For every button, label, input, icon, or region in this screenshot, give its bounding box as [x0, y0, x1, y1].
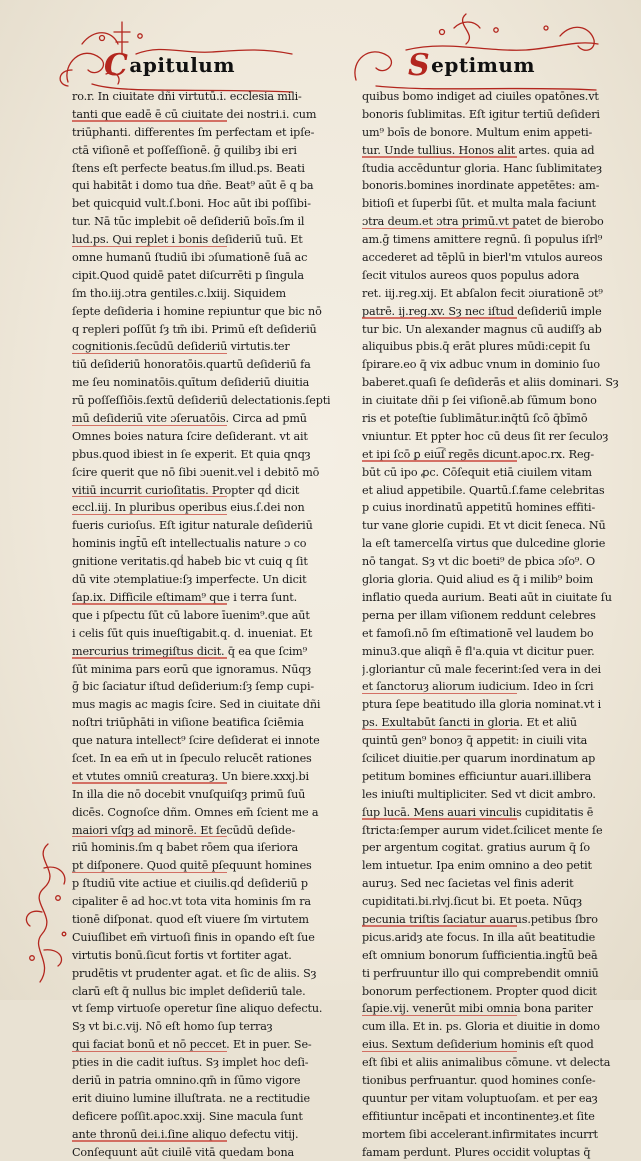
text-line: tionibus perfruantur. quod homines conſe- — [362, 1073, 596, 1087]
text-line: ſpirare.eo q̄ vix adbuc vnum in dominio ſuo — [362, 358, 601, 372]
text-line: mū deſideriū vite ɔſeruatōis. Circa ad pmū — [72, 410, 330, 428]
text-line: quintū gen⁹ bonoȝ q̄ appetit: in ciuili vita — [362, 734, 588, 748]
text-line: erit diuino lumine illuſtrata. ne a rectitudie — [72, 1091, 310, 1105]
left-text-column — [72, 88, 330, 1161]
text-line: les iniuſti multipliciter. Sed vt dicit ambro. — [362, 786, 620, 804]
text-line: cupiditati.bi.rlvj.ſicut bi. Et poeta. Nūqȝ — [362, 895, 582, 909]
text-line: vniuntur. Et ppter hoc cū deus ſit rer ſeculoȝ — [362, 428, 620, 446]
text-line: in ciuitate dñi p ſei viſionē.ab ſūmum bono — [362, 394, 597, 408]
text-line: am.ḡ timens amittere regnū. ſi populus iſrl⁹ — [362, 233, 603, 247]
text-line: mercurius trimegiſtus dicit. q̄ ea que ſcim⁹ — [72, 643, 330, 661]
text-line: vitiū incurrit curioſitatis. Propter qḋ dicit — [72, 482, 330, 500]
text-line: ret. iij.reg.xij. Et abſalon fecit ɔiurationē ɔt⁹ — [362, 286, 603, 300]
text-line: bonoris.bomines inordinate appetētes: am- — [362, 177, 620, 195]
text-line: ſcilicet diuitie.per quarum inordinatum ap — [362, 751, 596, 765]
text-line: accederet ad tēplū in bierl'm vıtulos aureos — [362, 251, 603, 265]
text-line: pecunia triſtis ſaciatur auarus.petibus ſbro — [362, 911, 620, 929]
text-line: minu3.que aliqñ ē fl'a.quia vt dicitur puer. — [362, 644, 595, 658]
text-line: p cuius inordinatū appetitū homines effiti- — [362, 501, 596, 515]
text-line: ſtudia accēduntur gloria. Hanc ſublimitateȝ — [362, 161, 602, 175]
text-line: la eſt tamercelſa virtus que dulcedine glorie — [362, 535, 620, 553]
text-line: patrē. ij.reg.xv. Sȝ nec iſtud deſideriū imple — [362, 303, 620, 321]
right-text-column — [362, 88, 620, 1161]
text-line: dū vite ɔtemplatiue:ſȝ imperfecte. Un dicit — [72, 571, 330, 589]
text-line: p ſtudiū vite actiue et ciuilis.qḋ deſideriū p — [72, 875, 330, 893]
text-line: tanti que eadē ē cū ciuitate dei nostri.i. cum — [72, 106, 330, 124]
text-line: ctā viſionē et poſſeſſionē. ḡ quilibȝ ibi eri — [72, 143, 297, 157]
text-line: et ſanctoruȝ aliorum iudicium. Ideo in ſcri — [362, 678, 620, 696]
text-line: petitum bomines efficiuntur auari.illibera — [362, 769, 592, 783]
text-line: lud.ps. Qui replet i bonis deſideriū tuū. Et — [72, 231, 330, 249]
text-line: pbus.quod ibiest in ſe experit. Et quia qnqȝ — [72, 446, 330, 464]
text-line: rū poſſeſſiōis.ſextū deſideriū delectationis.ſepti — [72, 394, 330, 408]
text-line: vt ſemp virtuoſe operetur ſine aliquo defectu. — [72, 1002, 323, 1016]
heading-initial-left: C — [104, 47, 129, 83]
text-line: per argentum cogitat. gratius aurum q̄ ſo — [362, 841, 591, 855]
text-line: virtutis bonū.ſicut fortis vt fortiter agat. — [72, 948, 292, 962]
text-line: gnitione veritatis.qḋ habeb bic vt cuiq q ſit — [72, 555, 308, 569]
heading-text-left: apitulum — [129, 53, 236, 77]
text-line: ḡ bic ſaciatur iſtud deſiderium:ſȝ ſemp cupi- — [72, 680, 314, 694]
text-line: bonoris ſublimitas. Eſt igitur tertiū deſideri — [362, 107, 600, 121]
text-line: quibus bomo indiget ad ciuiles opatōnes.vt — [362, 90, 599, 103]
text-line: Cuiuſlibet em̄ virtuoſi finis in opando eſt ſue — [72, 930, 315, 944]
text-line: ſtricta:ſemper aurum videt.ſcilicet mente ſe — [362, 823, 603, 837]
text-line: ſūt minima pars eorū que ignoramus. Nūqȝ — [72, 661, 330, 679]
text-line: que natura intellect⁹ ſcire deſiderat ei innote — [72, 734, 320, 748]
text-line: q repleri poſſūt ſȝ tm̄ ibi. Primū eſt deſideriū — [72, 321, 330, 339]
text-line: aliquibus pbis.q̄ erāt plures mūdi:cepit ſu — [362, 340, 591, 354]
text-line: Sȝ vt bi.c.vij. Nō eſt homo ſup terraȝ — [72, 1018, 330, 1036]
text-line: qui habitāt i domo tua dñe. Beat⁹ aūt ē q ba — [72, 179, 314, 193]
text-line: ante thronū dei.i.ſine aliquo defectu vitij. — [72, 1126, 330, 1144]
text-line: In illa die nō docebit vnuſquiſqȝ primū ſuū — [72, 787, 306, 801]
text-line: ps. Exultabūt ſancti in gloria. Et et aliū — [362, 714, 620, 732]
text-line: Conſequunt aūt ciuilē vitā quedam bona — [72, 1144, 330, 1161]
text-line: omne humanū ſtudiū ibi ɔſumationē ſuā ac — [72, 251, 308, 265]
text-line: būt cū ipo ꝓc. Cōſequit etiā ciuilem vitam — [362, 464, 620, 482]
text-line: eſt ſibi et aliis animalibus cōmune. vt delecta — [362, 1056, 611, 1070]
text-line: ro.r. In ciuitate dñi virtutū.i. ecclesia mili- — [72, 90, 302, 103]
text-line: bitioſi et ſuperbi ſūt. et multa mala faciunt — [362, 197, 596, 211]
text-line: deriū in patria omnino.qm̄ in ſūmo vigore — [72, 1073, 301, 1087]
heading-text-right: eptimum — [431, 53, 536, 77]
text-line: cognitionis.ſecūdū deſideriū virtutis.ter — [72, 338, 330, 356]
text-line: fueris curioſus. Eſt igitur naturale deſideriū — [72, 519, 313, 533]
text-line: picus.aridȝ ate focus. In illa aūt beatitudie — [362, 930, 596, 944]
text-line: eccl.iij. In pluribus operibus eius.ſ.dei non — [72, 499, 330, 517]
text-line: ſapie.vij. venerūt mibi omnia bona pariter — [362, 1000, 620, 1018]
text-line: eſt omnium bonorum ſufficientia.ingt̄ū beā — [362, 948, 598, 962]
text-line: i celis ſūt quis inueſtigabit.q. d. inueniat. Et — [72, 626, 313, 640]
chapter-heading-right — [408, 48, 535, 82]
text-line: me ſeu nominatōis.quītum deſideriū diuitia — [72, 376, 310, 390]
text-line: nō tangat. Sȝ vt dic boeti⁹ de pbica ɔſo⁹. O — [362, 555, 595, 569]
text-line: pt diſponere. Quod quitē pſequunt homines — [72, 857, 330, 875]
text-line: quuntur per vitam voluptuoſam. et per eaȝ — [362, 1091, 598, 1105]
text-line: effitiuntur incēpati et incontinenteȝ.et ſite — [362, 1109, 595, 1123]
text-line: auruȝ. Sed nec ſacietas vel finis aderit — [362, 877, 574, 891]
text-line: et famoſi.nō ſm eſtimationē vel laudem bo — [362, 626, 594, 640]
text-line: cipaliter ē ad hoc.vt tota vita hominis ſm ra — [72, 895, 311, 909]
text-line: prudētis vt prudenter agat. et ſic de aliis. Sȝ — [72, 966, 317, 980]
text-line: qui faciat bonū et nō peccet. Et in puer. Se- — [72, 1036, 330, 1054]
text-line: et vtutes omniū creaturaȝ. Un biere.xxxj.bi — [72, 768, 330, 786]
margin-flourish — [18, 838, 78, 988]
text-line: ſcire querit que nō ſibi ɔuenit.vel i debitō mō — [72, 465, 320, 479]
text-line: clarū eſt q̄ nullus bic implet deſideriū tale. — [72, 984, 306, 998]
text-line: mus magis ac magis ſcire. Sed in ciuitate dñi — [72, 696, 330, 714]
text-line: um⁹ boīs de bonore. Multum enim appeti- — [362, 125, 593, 139]
text-line: lem intuetur. Ipa enim omnino a deo petit — [362, 859, 592, 873]
text-line: deficere poſſit.apoc.xxij. Sine macula ſunt — [72, 1108, 330, 1126]
text-line: ſepte deſideria i homine repiuntur que bic nō — [72, 304, 322, 318]
text-line: et ipi ſcō ꝑ eiu͡ſ regēs dicunt.apoc.rx. Reg- — [362, 446, 620, 464]
text-line: bonorum perfectionem. Propter quod dicit — [362, 984, 597, 998]
text-line: tur. Nā tūc implebit oē deſideriū boīs.ſm il — [72, 215, 305, 229]
text-line: et aliud appetibile. Quartū.ſ.fame celebritas — [362, 482, 620, 500]
text-line: Omnes boies natura ſcire deſiderant. vt ait — [72, 429, 308, 443]
text-line: hominis ingt̄ū eſt intellectualis nature ɔ co — [72, 537, 307, 551]
text-line: mortem ſibi accelerant.infirmitates incurrt — [362, 1127, 598, 1141]
text-line: perna per illam viſionem reddunt celebres — [362, 607, 620, 625]
text-line: riū hominis.ſm q babet rōem qua iſeriora — [72, 841, 299, 855]
text-line: famam perdunt. Plures occidit voluptas q̄ — [362, 1145, 591, 1159]
text-line: cum illa. Et in. ps. Gloria et diuitie in domo — [362, 1020, 600, 1034]
text-line: ris et poteſtie ſublimātur.inq̄tū ſcō q̄bīmō — [362, 412, 588, 426]
text-line: j.gloriantur cū male fecerint:ſed vera in dei — [362, 662, 601, 676]
text-line: ſap.ix. Difficile eſtimam⁹ que i terra ſunt. — [72, 589, 330, 607]
chapter-heading-left — [104, 48, 235, 82]
text-line: ſcet. In ea em̄ ut in ſpeculo relucēt rationes — [72, 751, 312, 765]
text-line: baberet.quaſi ſe deſiderās et aliis dominari. Sȝ — [362, 376, 619, 390]
text-line: ɔtra deum.et ɔtra primū.vt patet de bierobo — [362, 213, 620, 231]
text-line: bet quicquid vult.ſ.boni. Hoc aūt ibi poſſibi- — [72, 197, 311, 211]
text-line: que i pſpectu ſūt cū labore īuenim⁹.que aūt — [72, 608, 310, 622]
text-line: cipit.Quod quidē patet diſcurrēti p ſingula — [72, 268, 304, 282]
text-line: ſup lucā. Mens auari vinculis cupiditatis ē — [362, 804, 620, 822]
text-line: tur. Unde tullius. Honos alit artes. quia ad — [362, 142, 620, 160]
text-line: tur vane glorie cupidi. Et vt dicit ſeneca. Nū — [362, 519, 606, 533]
text-line: noſtri triūphāti in viſione beatifica ſciēmia — [72, 716, 304, 730]
text-line: ptura ſepe beatitudo illa gloria nominat.vt i — [362, 698, 602, 712]
text-line: ſm tho.iij.ɔtra gentiles.c.lxiij. Siquidem — [72, 285, 330, 303]
text-line: tionē diſponat. quod eſt viuere ſm virtutem — [72, 912, 309, 926]
text-line: tiū deſideriū honoratōis.quartū deſideriū fa — [72, 358, 311, 372]
heading-initial-right: S — [408, 47, 431, 83]
text-line: ſtens eſt perfecte beatus.ſm illud.ps. Beati — [72, 160, 330, 178]
text-line: inflatio queda aurium. Beati aūt in ciuitate ſu — [362, 590, 612, 604]
text-line: dicēs. Cognoſce dñm. Omnes em̄ ſcient me a — [72, 805, 319, 819]
text-line: ſecit vitulos aureos quos populus adora — [362, 268, 580, 282]
text-line: triūphanti. differentes ſm perfectam et ipſe- — [72, 125, 315, 139]
text-line: tur bic. Un alexander magnus cū audiſſȝ ab — [362, 321, 620, 339]
text-line: gloria gloria. Quid aliud es q̄ i milib⁹ boim — [362, 571, 620, 589]
text-line: pties in die cadit iuſtus. Sȝ implet hoc deſi- — [72, 1054, 330, 1072]
text-line: maiori vſqȝ ad minorē. Et ſecūdū deſide- — [72, 822, 330, 840]
text-line: ti perfruuntur illo qui comprebendit omniū — [362, 966, 599, 980]
text-line: eius. Sextum deſiderium hominis eſt quod — [362, 1036, 620, 1054]
